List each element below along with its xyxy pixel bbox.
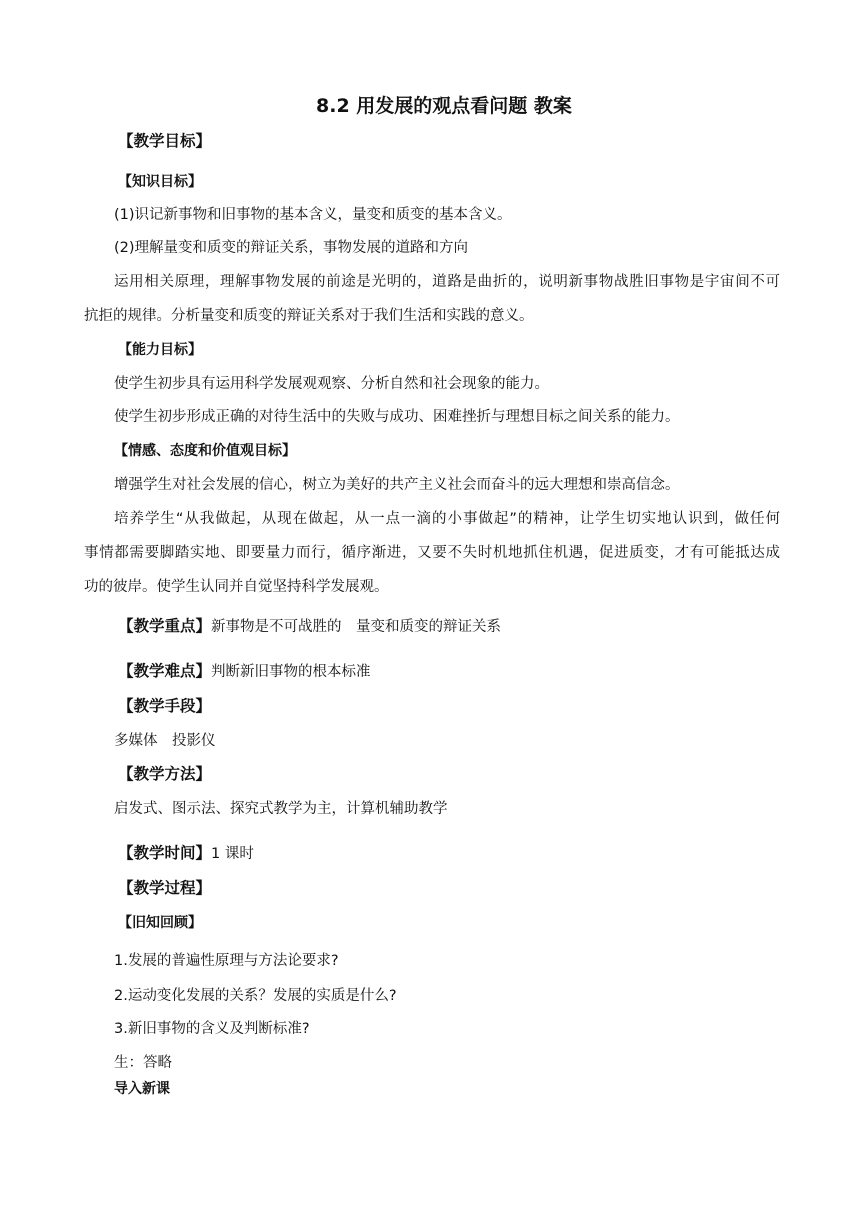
review-question-2: 2.运动变化发展的关系？发展的实质是什么? [114,988,397,1004]
review-heading: 【旧知回顾】 [118,915,202,931]
time-text: 1 课时 [211,846,254,862]
ability-item-2: 使学生初步形成正确的对待生活中的失败与成功、困难挫折与理想目标之间关系的能力。 [114,409,680,425]
key-point-text: 新事物是不可战胜的 量变和质变的辩证关系 [211,619,502,635]
ability-goal-heading: 【能力目标】 [118,342,202,358]
difficulty-heading: 【教学难点】 [118,662,212,680]
review-question-1: 1.发展的普遍性原理与方法论要求? [114,953,339,969]
difficulty-text: 判断新旧事物的根本标准 [211,664,371,680]
difficulty-line [118,661,371,682]
student-answer: 生：答略 [114,1055,172,1071]
emotion-paragraph-line-2: 事情都需要脚踏实地、即要量力而行，循序渐进，又要不失时机地抓住机遇，促进质变，才有可能抵达成 [84,545,780,561]
time-line [118,843,254,864]
process-heading: 【教学过程】 [118,879,212,897]
knowledge-item-2: (2)理解量变和质变的辩证关系，事物发展的道路和方向 [114,240,469,256]
emotion-paragraph-line-3: 功的彼岸。使学生认同并自觉坚持科学发展观。 [84,579,389,595]
method-heading: 【教学方法】 [118,765,212,783]
ability-item-1: 使学生初步具有运用科学发展观观察、分析自然和社会现象的能力。 [114,376,549,392]
document-title: 8.2 用发展的观点看问题 教案 [316,95,572,117]
teaching-goals-heading: 【教学目标】 [118,132,212,150]
intro-heading: 导入新课 [114,1081,170,1097]
means-heading: 【教学手段】 [118,697,212,715]
emotion-paragraph-line-1: 培养学生“从我做起，从现在做起，从一点一滴的小事做起”的精神，让学生切实地认识到，做任何 [114,511,780,527]
time-heading: 【教学时间】 [118,844,212,862]
method-text: 启发式、图示法、探究式教学为主，计算机辅助教学 [114,801,448,817]
emotion-goal-heading: 【情感、态度和价值观目标】 [114,443,296,459]
knowledge-paragraph-line-2: 抗拒的规律。分析量变和质变的辩证关系对于我们生活和实践的意义。 [84,308,534,324]
key-point-line [118,616,501,637]
review-question-3: 3.新旧事物的含义及判断标准? [114,1021,310,1037]
knowledge-item-1: (1)识记新事物和旧事物的基本含义，量变和质变的基本含义。 [114,207,512,223]
means-text: 多媒体 投影仪 [114,733,216,749]
knowledge-goal-heading: 【知识目标】 [118,174,202,190]
key-point-heading: 【教学重点】 [118,617,212,635]
knowledge-paragraph-line-1: 运用相关原理，理解事物发展的前途是光明的，道路是曲折的，说明新事物战胜旧事物是宇宙间不可 [114,274,780,290]
emotion-item-1: 增强学生对社会发展的信心，树立为美好的共产主义社会而奋斗的远大理想和崇高信念。 [114,477,680,493]
